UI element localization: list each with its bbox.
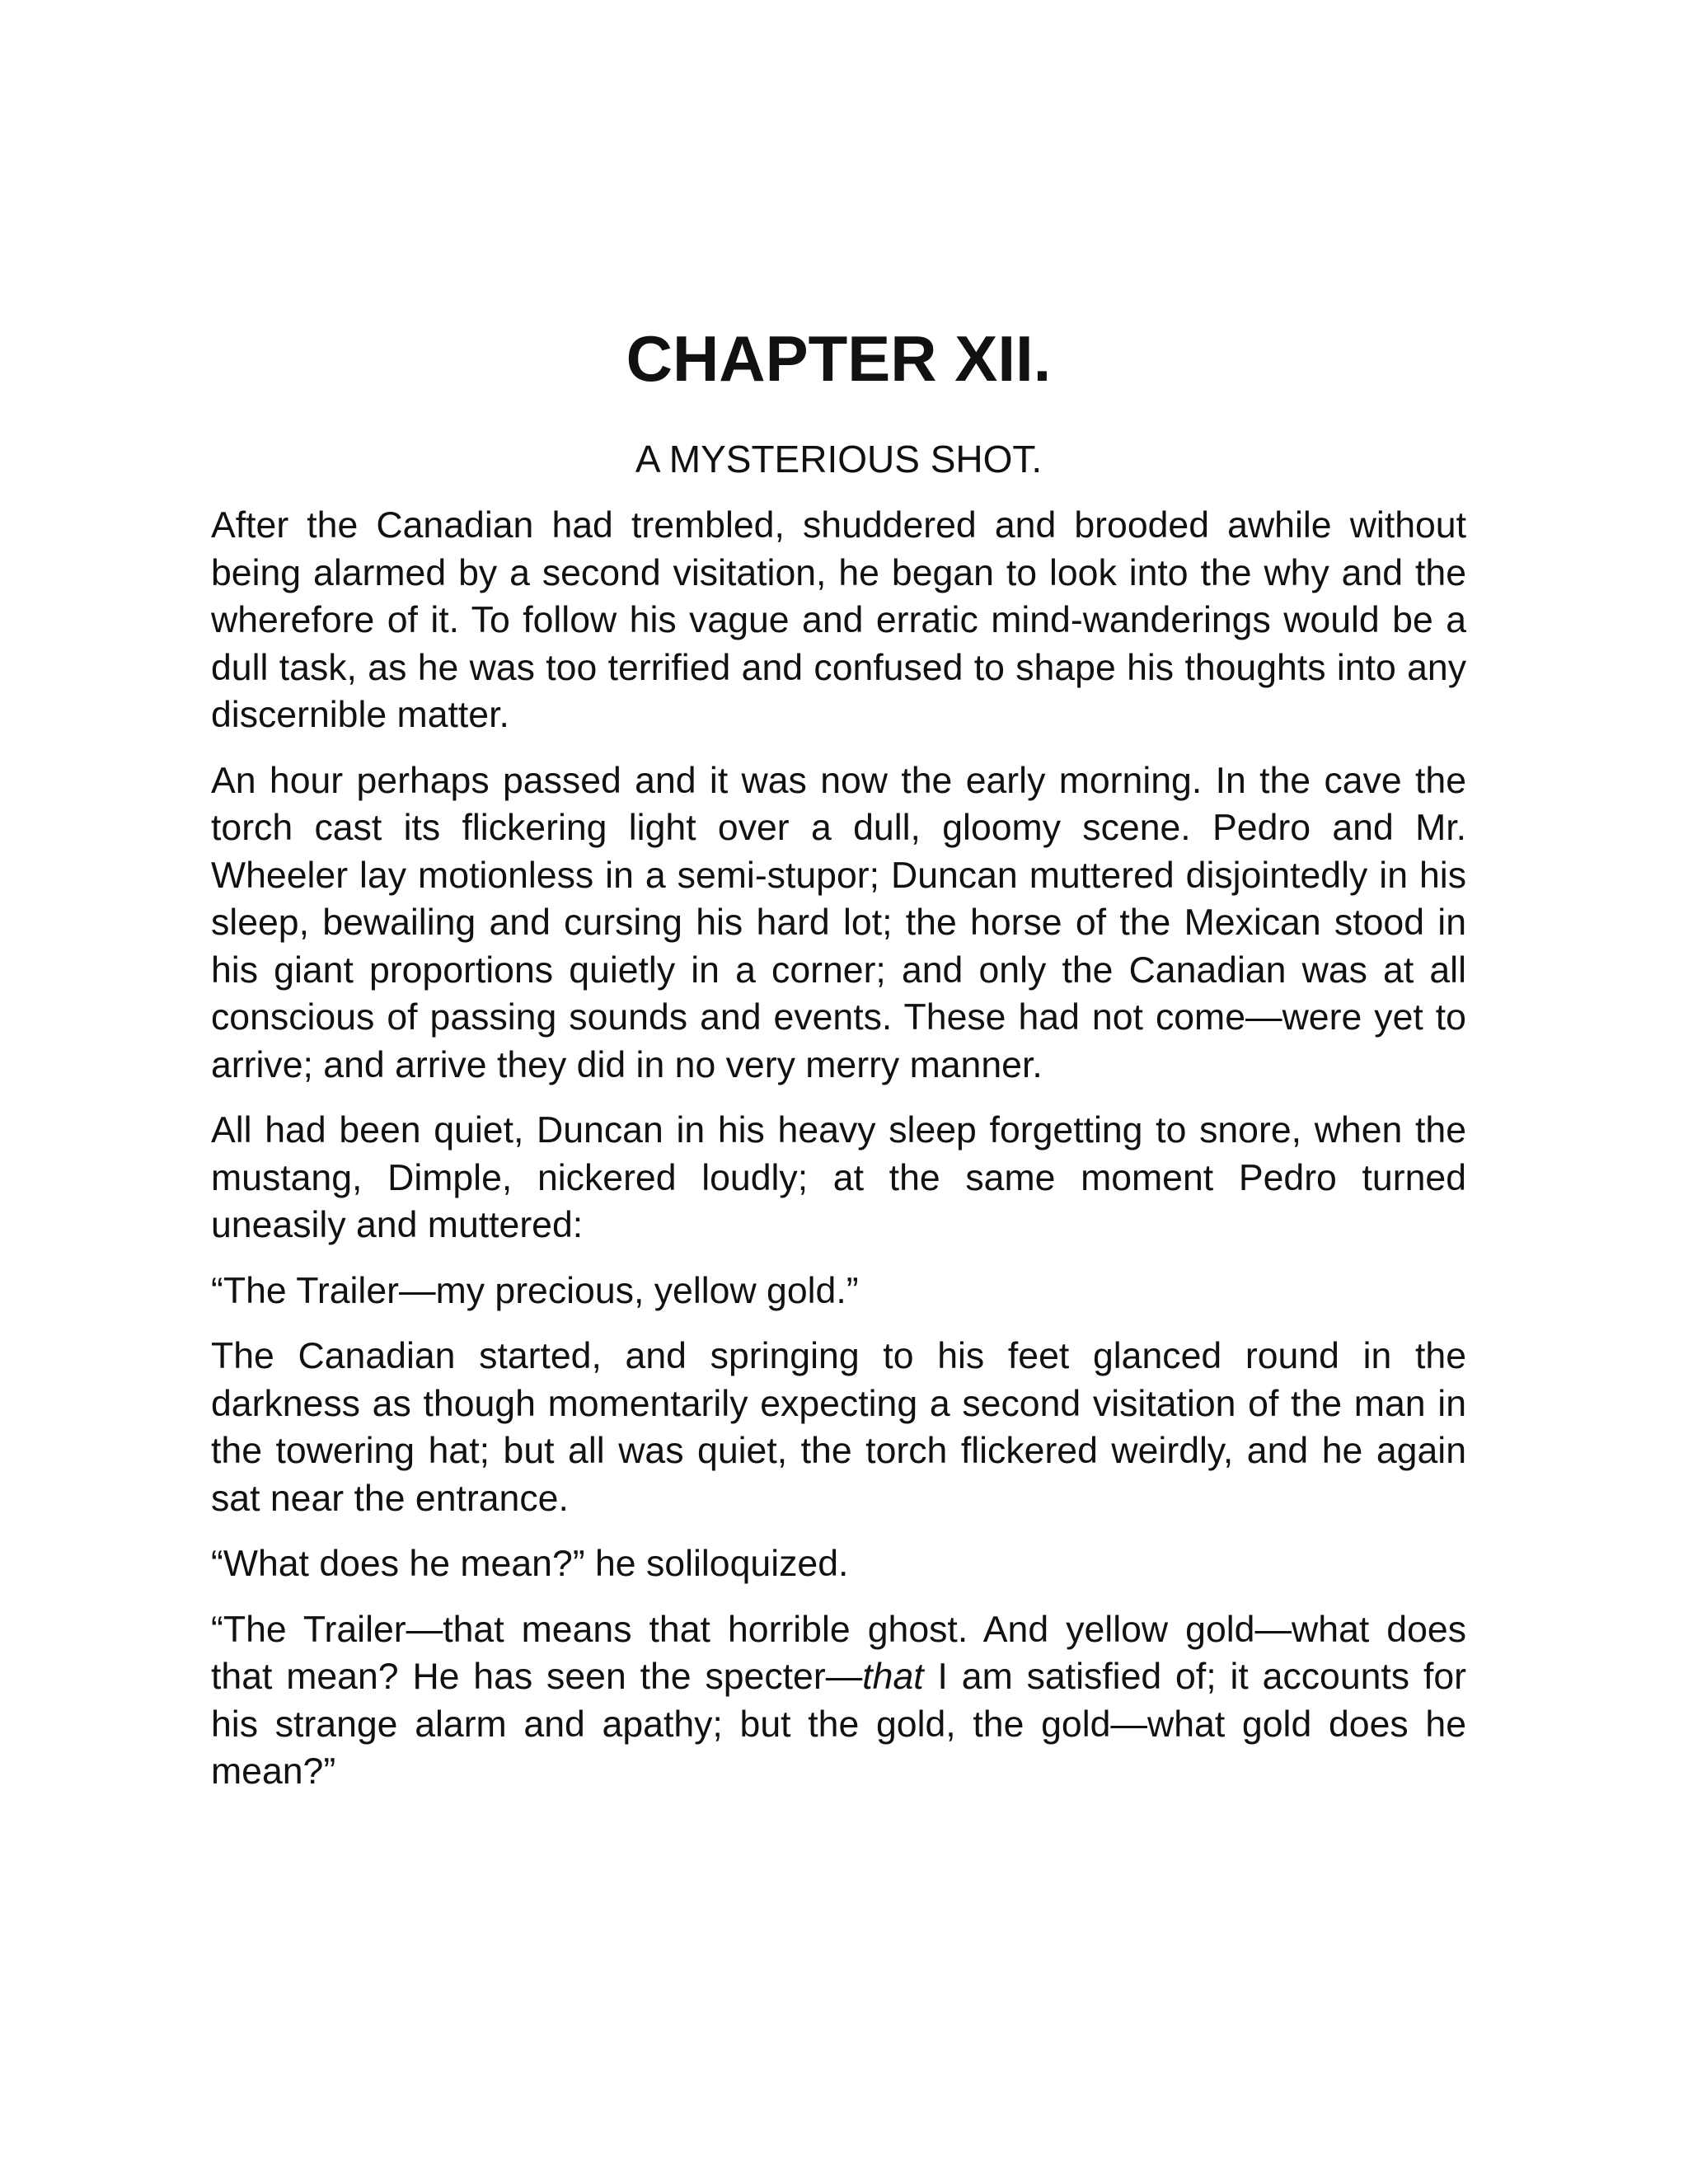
paragraph-text: The Canadian started, and springing to his feet glanced round in the darkness as though momentarily expecting a second visitation of the man in the towering hat; but all was quiet, the torch flickered weirdly, and he again sat near the entrance. xyxy=(211,1336,1466,1519)
paragraph-text: “The Trailer—that means that horrible ghost. And yellow gold—what does that mean? He has seen the specter— xyxy=(211,1609,1466,1697)
paragraph-text: After the Canadian had trembled, shuddered and brooded awhile without being alarmed by a second visitation, he began to look into the why and the wherefore of it. To follow his vague and erratic mind-wanderings would be a dull task, as he was too terrified and confused to shape his thoughts into any discernible matter. xyxy=(211,505,1466,735)
paragraph xyxy=(211,1268,1466,1315)
paragraph xyxy=(211,1540,1466,1588)
paragraph xyxy=(211,502,1466,739)
paragraph-text: An hour perhaps passed and it was now the early morning. In the cave the torch cast its flickering light over a dull, gloomy scene. Pedro and Mr. Wheeler lay motionless in a semi-stupor; Duncan muttered disjointedly in his sleep, bewailing and cursing his hard lot; the horse of the Mexican stood in his giant proportions quietly in a corner; and only the Canadian was at all conscious of passing sounds and events. These had not come—were yet to arrive; and arrive they did in no very merry manner. xyxy=(211,760,1466,1085)
chapter-subtitle: A MYSTERIOUS SHOT. xyxy=(635,438,1043,480)
paragraph-text: “The Trailer—my precious, yellow gold.” xyxy=(211,1270,859,1311)
paragraph xyxy=(211,1333,1466,1522)
italic-text: that xyxy=(862,1657,924,1697)
paragraph-text: I am satisfied of; it accounts for his strange alarm and apathy; but the gold, the gold—what gold does he mean?” xyxy=(211,1657,1466,1792)
paragraph-text: All had been quiet, Duncan in his heavy sleep forgetting to snore, when the mustang, Dimple, nickered loudly; at the same moment Pedro turned uneasily and muttered: xyxy=(211,1110,1466,1245)
paragraph xyxy=(211,757,1466,1090)
paragraph xyxy=(211,1606,1466,1796)
paragraph-text: “What does he mean?” he soliloquized. xyxy=(211,1544,849,1584)
book-page xyxy=(211,317,1466,1796)
chapter-title: CHAPTER XII. xyxy=(626,322,1052,395)
paragraph xyxy=(211,1107,1466,1249)
